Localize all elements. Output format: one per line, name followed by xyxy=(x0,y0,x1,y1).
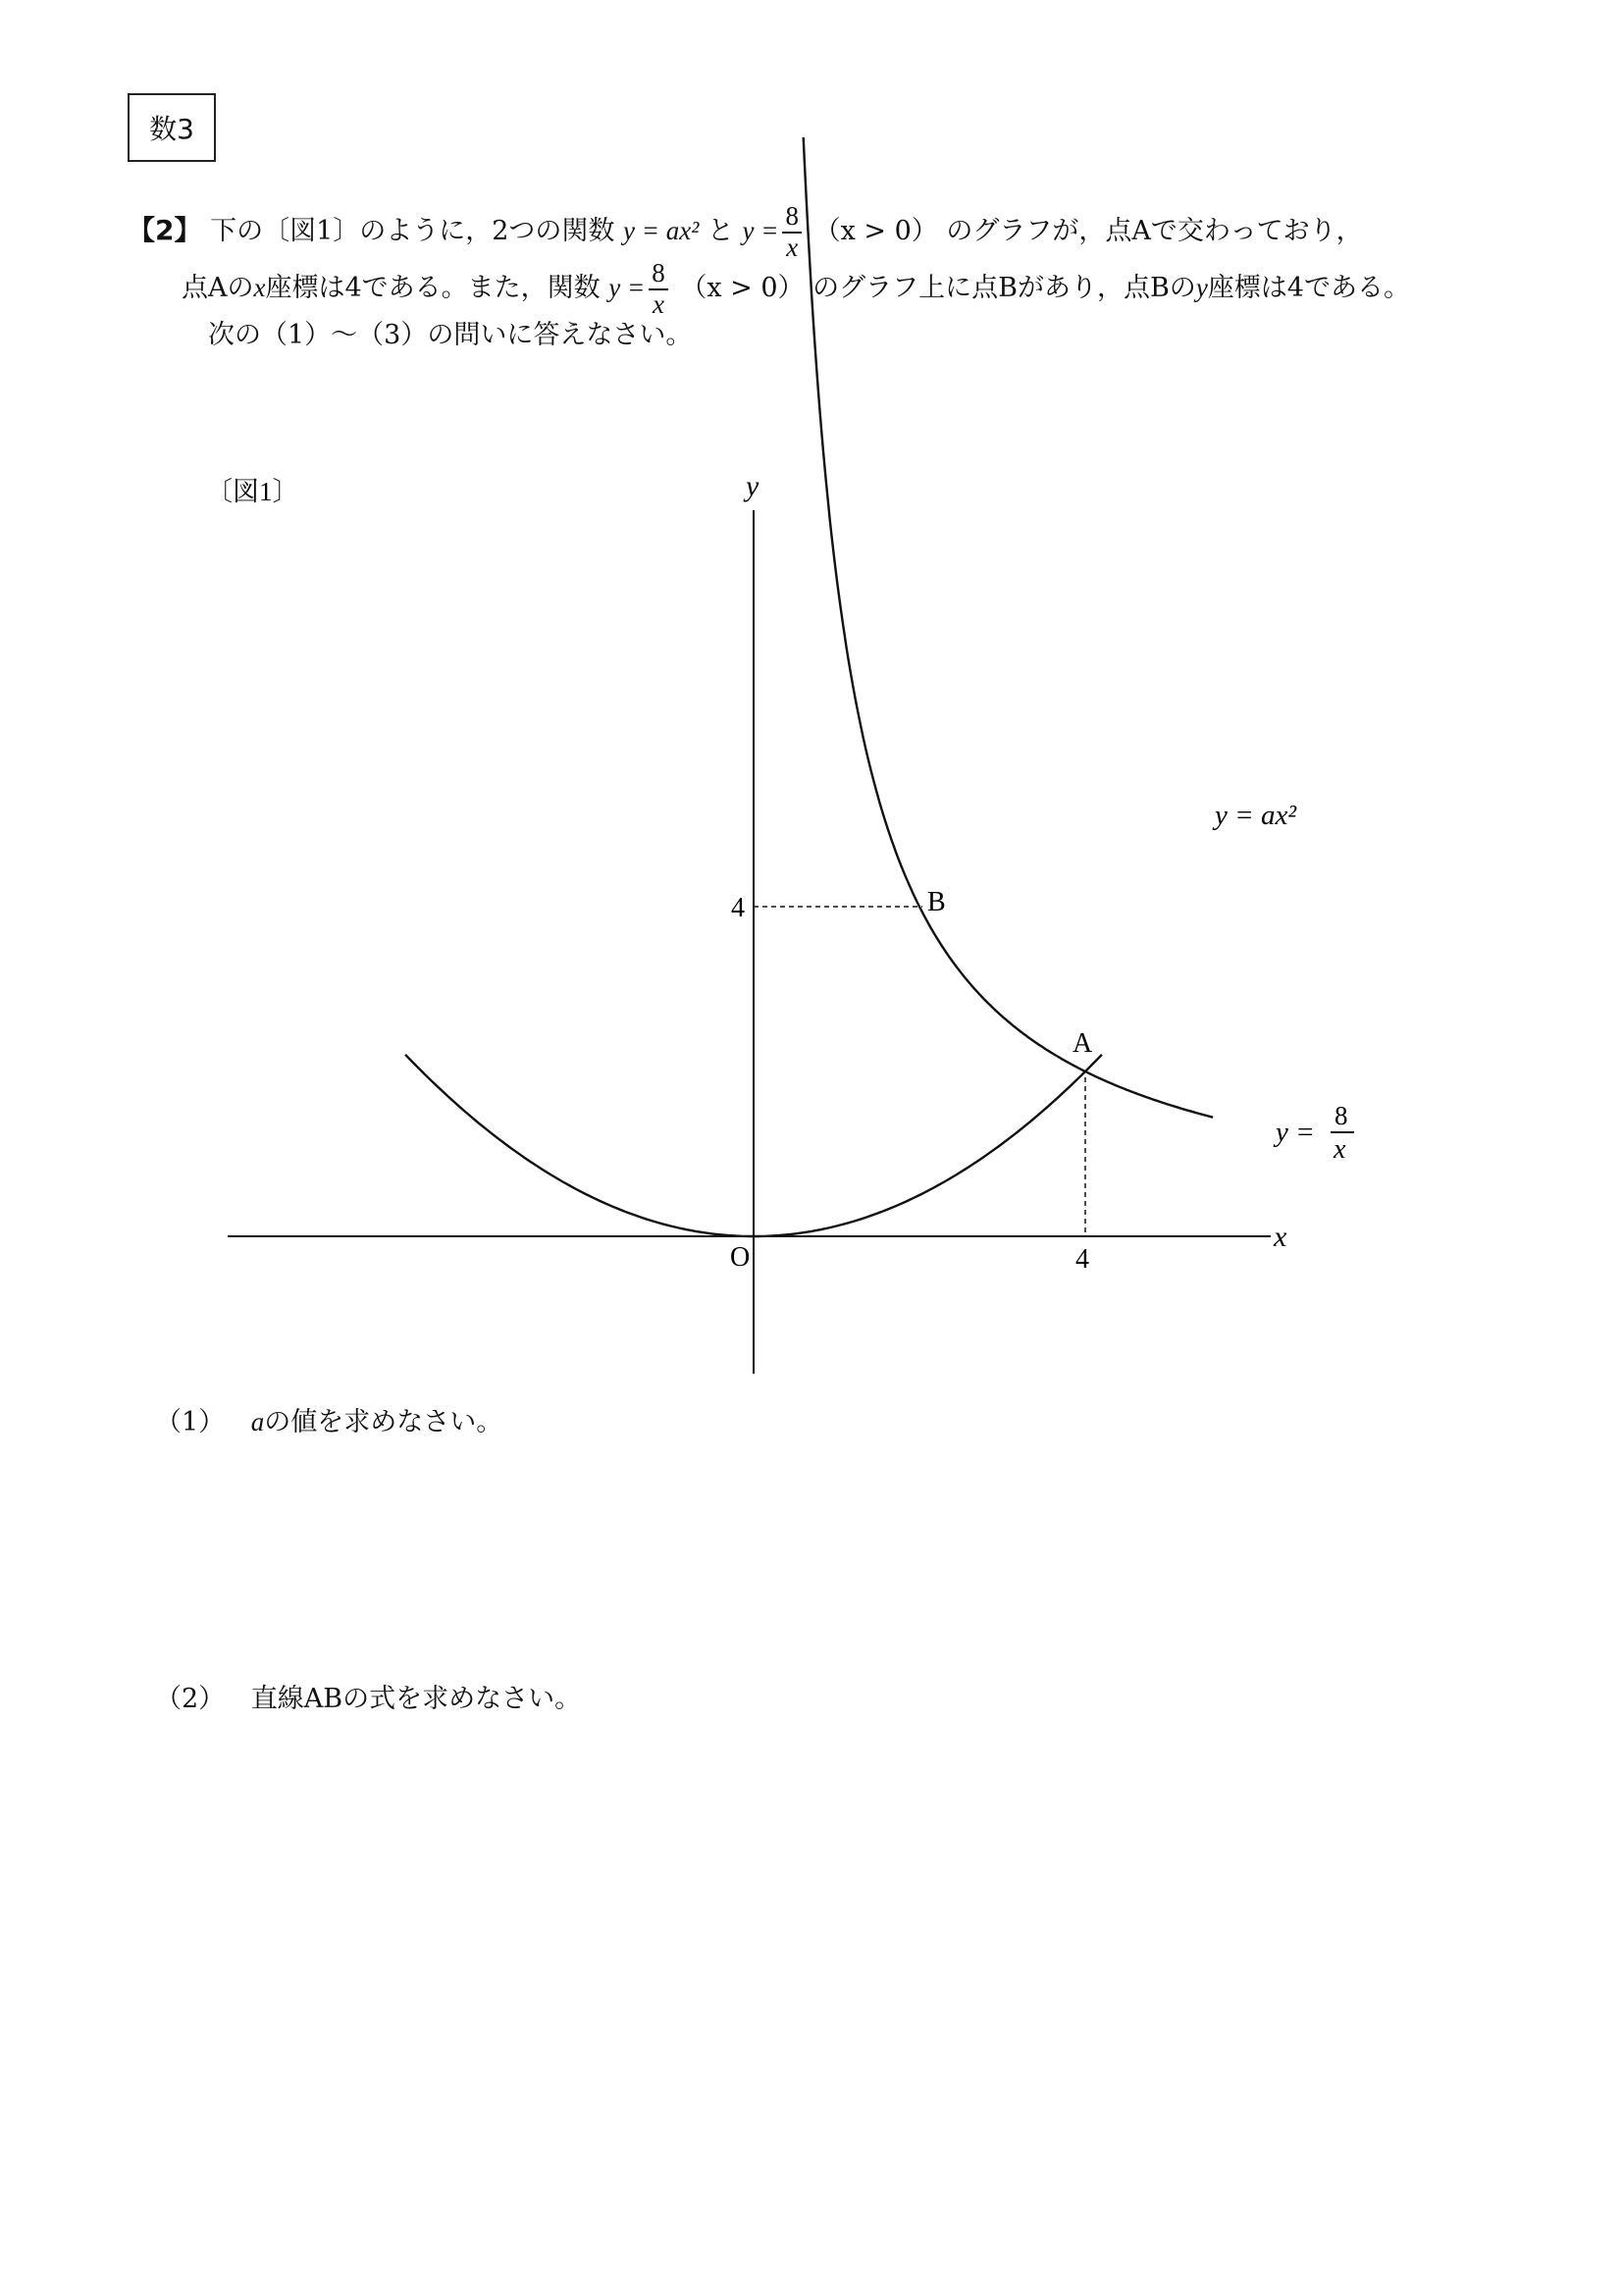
point-b-label: B xyxy=(927,887,946,917)
x-tick-4: 4 xyxy=(1075,1244,1089,1275)
problem-line-3: 次の（1）～（3）の問いに答えなさい。 xyxy=(208,320,693,350)
hyperbola-label-den: x xyxy=(1334,1134,1346,1165)
hyperbola-curve xyxy=(804,137,1213,1118)
hyperbola-label-num: 8 xyxy=(1335,1101,1348,1130)
line2-text-a: 点Aの xyxy=(182,273,254,304)
hyperbola-label-prefix: y = xyxy=(1276,1117,1315,1148)
question-1-text: の値を求めなさい。 xyxy=(264,1407,503,1437)
question-1-number: （1） xyxy=(155,1407,226,1437)
figure-label: 〔図1〕 xyxy=(206,477,299,506)
line2-text-c: のグラフ上に点Bがあり，点Bの xyxy=(812,273,1196,304)
y-tick-4: 4 xyxy=(731,893,745,923)
origin-label: O xyxy=(730,1242,751,1273)
question-2-number: （2） xyxy=(155,1684,226,1714)
var-y: y xyxy=(1195,273,1208,303)
line2-text-b: 座標は4である。また，関数 xyxy=(265,273,601,304)
question-1 xyxy=(155,1409,502,1435)
line1-text-a: 下の〔図1〕のように，2つの関数 xyxy=(210,216,615,247)
line2-text-d: 座標は4である。 xyxy=(1207,273,1410,304)
x-axis-label: x xyxy=(1274,1221,1287,1253)
equation-parabola: y = ax² xyxy=(623,216,700,246)
section-label: 数3 xyxy=(128,93,216,162)
condition-x-positive: （x > 0） xyxy=(813,216,938,247)
fraction-8-over-x-2: $\frac{8}{x}$ xyxy=(649,259,668,319)
line1-and: と xyxy=(707,216,734,247)
question-2 xyxy=(155,1686,581,1712)
fraction-8-over-x: $\frac{8}{x}$ xyxy=(782,202,802,262)
question-2-text: 直線ABの式を求めなさい。 xyxy=(250,1684,582,1714)
line1-text-b: のグラフが，点Aで交わっており， xyxy=(946,216,1363,247)
question-1-var-a: a xyxy=(250,1407,265,1436)
var-x: x xyxy=(253,273,266,303)
problem-number: 【2】 xyxy=(128,214,202,247)
equation-hyperbola-lhs-2: y = xyxy=(608,273,646,303)
parabola-label: y = ax² xyxy=(1215,800,1297,831)
y-axis-label: y xyxy=(746,470,759,502)
point-a-label: A xyxy=(1073,1028,1093,1059)
equation-hyperbola-lhs: y = xyxy=(742,216,779,246)
condition-x-positive-2: （x > 0） xyxy=(680,273,805,304)
